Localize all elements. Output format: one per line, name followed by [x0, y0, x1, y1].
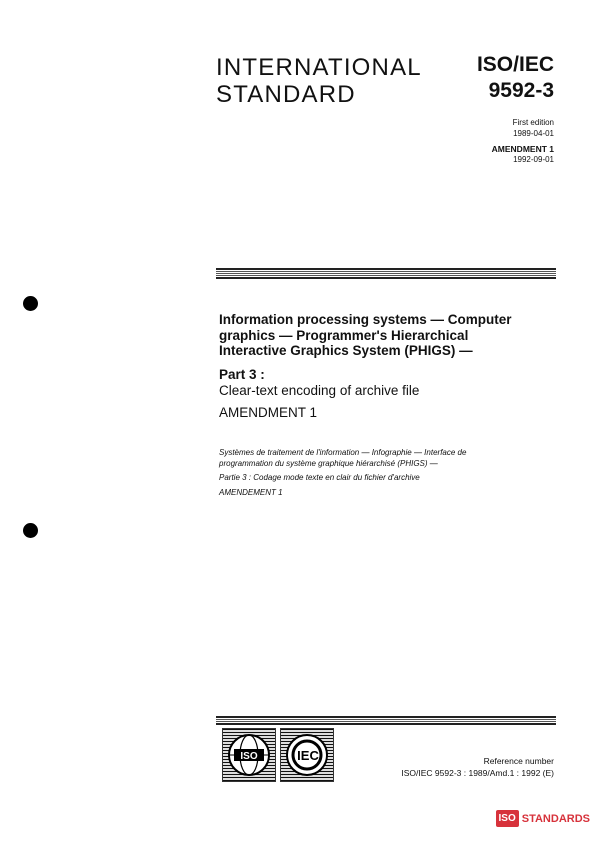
iso-logo-text: ISO — [240, 751, 258, 762]
document-type-line1: INTERNATIONAL — [216, 54, 422, 81]
binding-hole-bottom — [23, 523, 38, 538]
standard-org: ISO/IEC — [476, 53, 554, 76]
reference-block — [401, 755, 554, 779]
french-title — [219, 448, 539, 502]
title-line-3: Interactive Graphics System (PHIGS) — — [219, 343, 473, 358]
part-title: Clear-text encoding of archive file — [219, 382, 420, 398]
document-type — [216, 54, 422, 108]
amendment-heading: AMENDMENT 1 — [219, 405, 318, 420]
title-line-2: graphics — Programmer's Hierarchical — [219, 327, 469, 343]
amendment-label: AMENDMENT 1 — [491, 144, 554, 154]
standard-number — [477, 52, 554, 104]
iec-logo — [280, 728, 334, 782]
part-label: Part 3 : — [219, 367, 265, 382]
edition-label: First edition — [512, 118, 554, 127]
french-line-2: programmation du système graphique hiérarchisé (PHIGS) — — [219, 458, 438, 468]
binding-hole-top — [23, 296, 38, 311]
reference-number: ISO/IEC 9592-3 : 1989/Amd.1 : 1992 (E) — [401, 768, 554, 778]
amendment-date: 1992-09-01 — [513, 154, 554, 164]
standard-code: 9592-3 — [488, 79, 554, 102]
french-line-1: Systèmes de traitement de l'information — Infographie — Interface de — [219, 448, 467, 457]
title-line-1: Information processing systems — Computer — [219, 312, 512, 327]
iec-emblem-icon — [281, 729, 333, 781]
edition-info — [492, 118, 554, 165]
iec-logo-text: IEC — [297, 748, 319, 763]
store-watermark — [496, 810, 590, 827]
iso-logo — [222, 728, 276, 782]
french-line-4: AMENDEMENT 1 — [219, 487, 283, 497]
top-divider — [216, 268, 556, 280]
globe-icon — [223, 729, 275, 781]
bottom-divider — [216, 716, 556, 726]
page-title — [219, 312, 559, 359]
store-text: STANDARDS — [521, 812, 590, 825]
document-type-line2: STANDARD — [216, 81, 356, 108]
edition-date: 1989-04-01 — [513, 128, 554, 138]
reference-label: Reference number — [483, 756, 554, 766]
french-line-3: Partie 3 : Codage mode texte en clair du fichier d'archive — [219, 473, 420, 482]
store-badge: ISO — [496, 810, 519, 827]
part-heading — [219, 367, 419, 398]
